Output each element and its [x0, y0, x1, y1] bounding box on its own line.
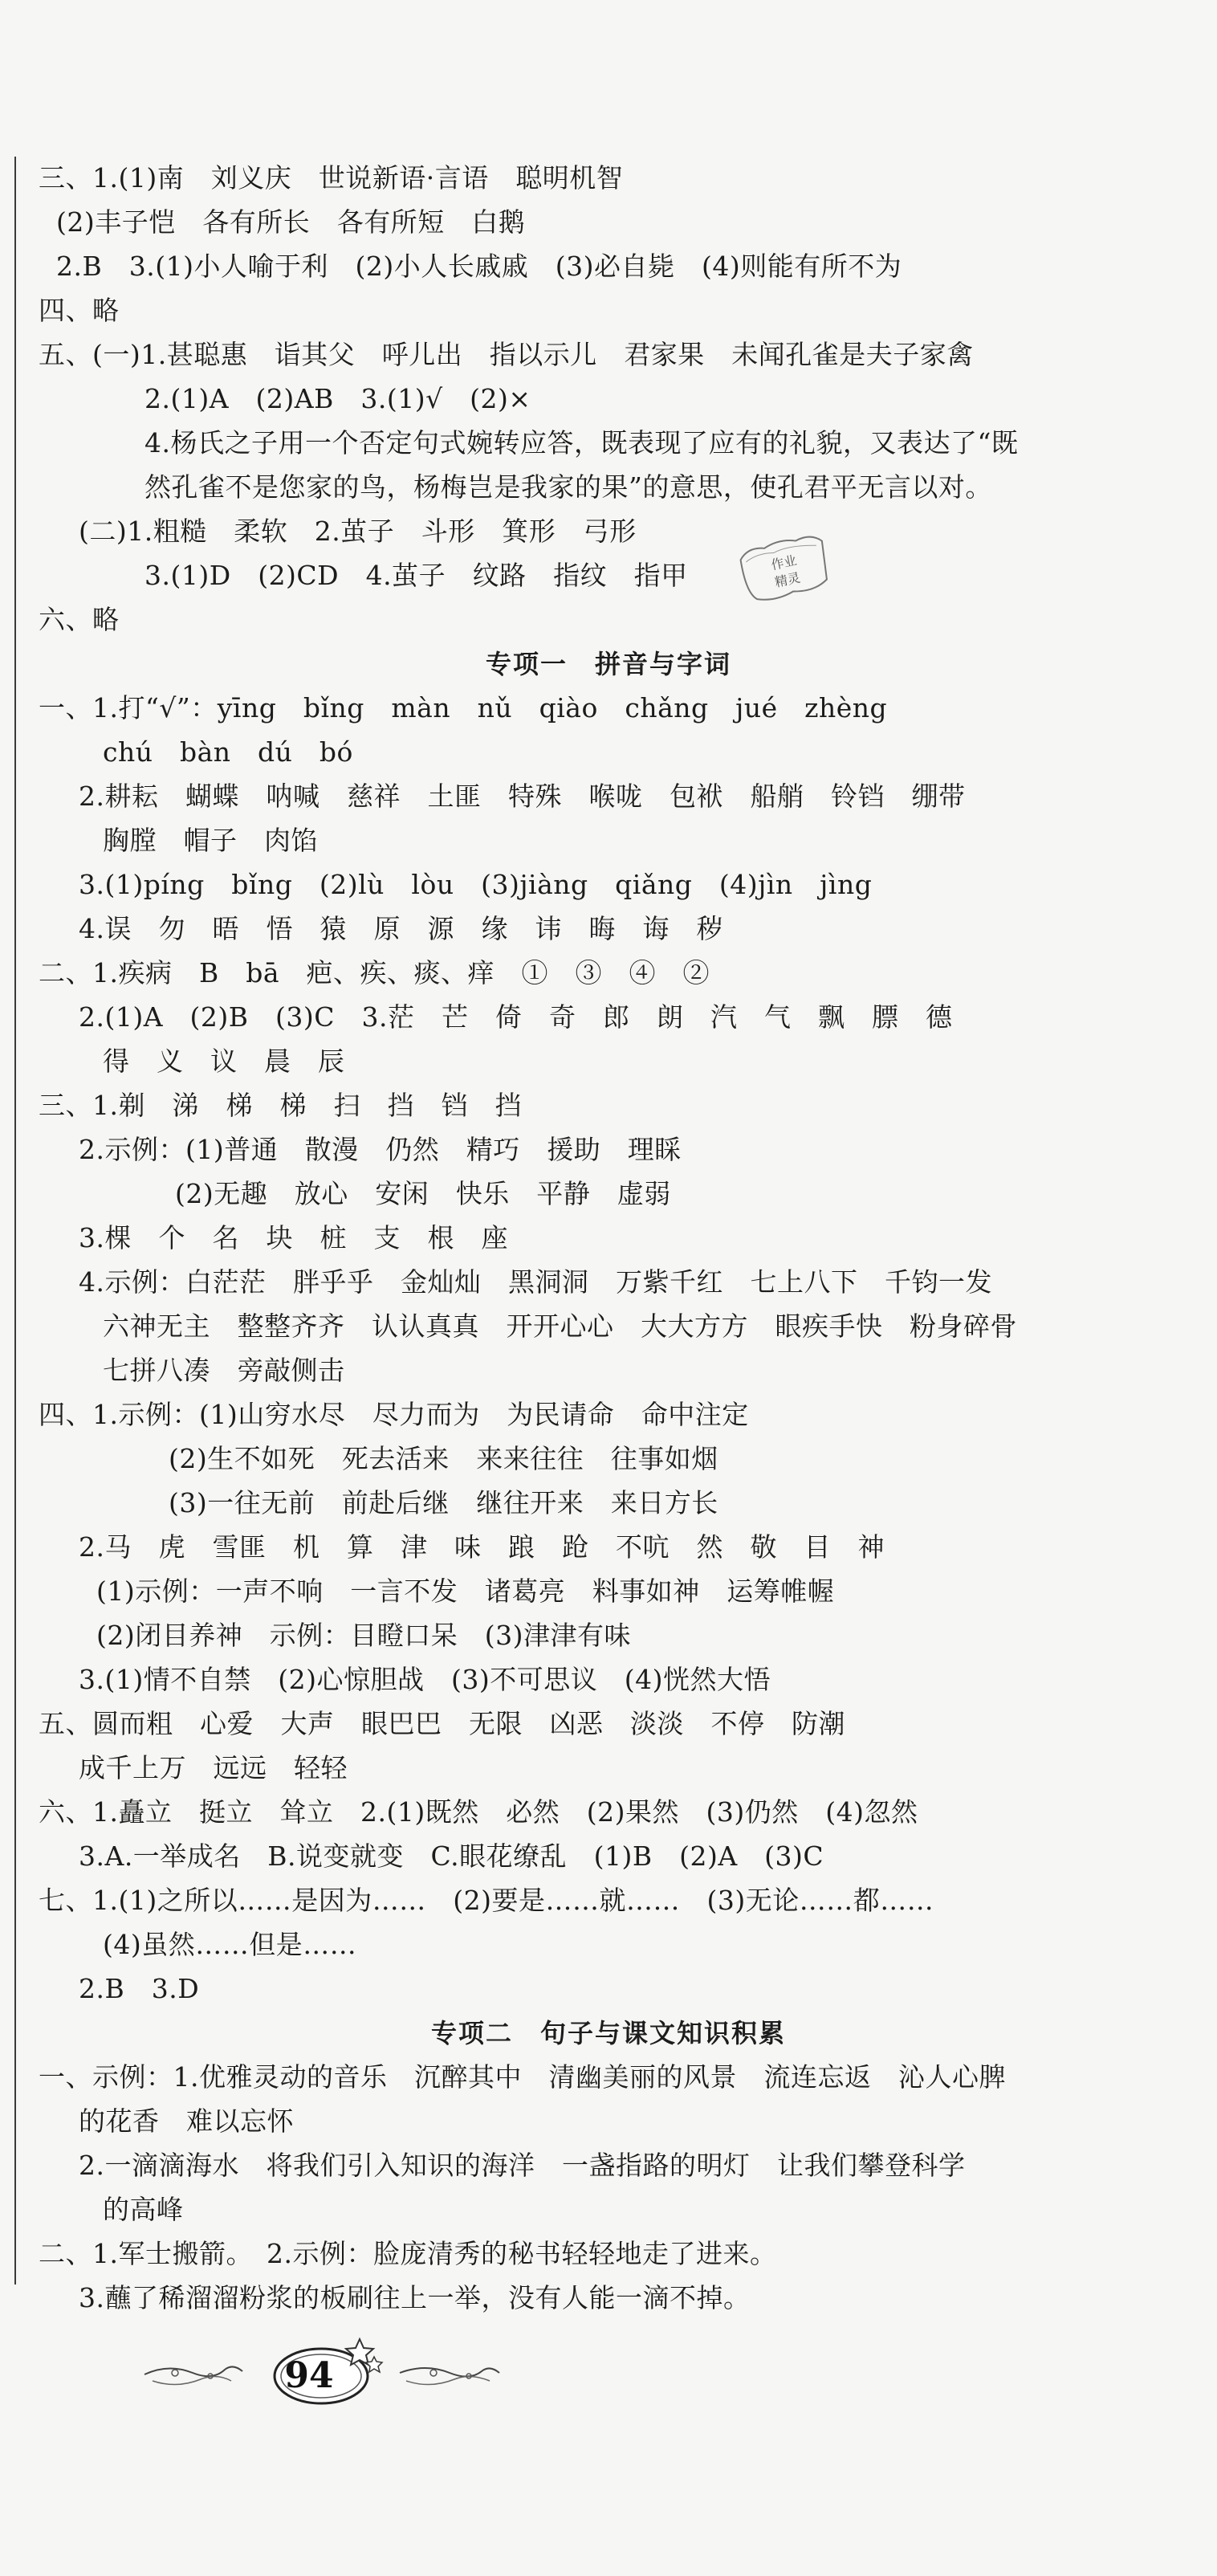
answer-line: 的花香 难以忘怀 — [79, 2105, 294, 2137]
answer-line: 3.(1)píng bǐng (2)lù lòu (3)jiàng qiǎng (4)jìn jìng — [79, 869, 873, 900]
answer-line: 2.(1)A (2)B (3)C 3.茫 芒 倚 奇 郎 朗 汽 气 飘 膘 德 — [79, 1001, 953, 1033]
answer-line: 胸膛 帽子 肉馅 — [103, 825, 318, 856]
answer-line: 3.蘸了稀溜溜粉浆的板刷往上一举，没有人能一滴不掉。 — [79, 2282, 751, 2313]
answer-line: chú bàn dú bó — [103, 736, 353, 768]
answer-line: 五、(一)1.甚聪惠 诣其父 呼儿出 指以示儿 君家果 未闻孔雀是夫子家禽 — [39, 339, 974, 370]
answer-line: 四、1.示例：(1)山穷水尽 尽力而为 为民请命 命中注定 — [39, 1399, 749, 1430]
answer-line: 四、略 — [39, 295, 120, 326]
page-number: 94 — [284, 2355, 334, 2396]
answer-line: 三、1.(1)南 刘义庆 世说新语·言语 聪明机智 — [39, 162, 624, 194]
svg-text:作业: 作业 — [769, 552, 799, 573]
answer-line: (二)1.粗糙 柔软 2.茧子 斗形 箕形 弓形 — [79, 516, 637, 547]
answer-line: 七、1.(1)之所以……是因为…… (2)要是……就…… (3)无论……都…… — [39, 1885, 934, 1916]
answer-line: 三、1.剃 涕 梯 梯 扫 挡 铛 挡 — [39, 1090, 522, 1121]
answer-line: 2.马 虎 雪匪 机 算 津 味 踉 跄 不吭 然 敬 目 神 — [79, 1531, 885, 1563]
answer-line: 2.一滴滴海水 将我们引入知识的海洋 一盏指路的明灯 让我们攀登科学 — [79, 2150, 966, 2181]
answer-line: (2)生不如死 死去活来 来来往往 往事如烟 — [169, 1443, 718, 1474]
answer-line: 得 义 议 晨 辰 — [103, 1045, 345, 1077]
answer-line: (1)示例：一声不响 一言不发 诸葛亮 料事如神 运筹帷幄 — [96, 1575, 835, 1607]
answer-line: (3)一往无前 前赴后继 继往开来 来日方长 — [169, 1487, 718, 1518]
answer-line: (4)虽然……但是…… — [103, 1929, 357, 1960]
answer-line: 3.(1)情不自禁 (2)心惊胆战 (3)不可思议 (4)恍然大悟 — [79, 1664, 771, 1695]
answer-line: 4.误 勿 晤 悟 猿 原 源 缘 讳 晦 诲 秽 — [79, 913, 723, 944]
answer-line: (2)闭目养神 示例：目瞪口呆 (3)津津有味 — [96, 1620, 631, 1651]
answer-line: 2.示例：(1)普通 散漫 仍然 精巧 援助 理睬 — [79, 1134, 682, 1165]
answer-line: (2)无趣 放心 安闲 快乐 平静 虚弱 — [175, 1178, 671, 1209]
section-title: 专项二 句子与课文知识积累 — [430, 2018, 786, 2048]
answer-line: 五、圆而粗 心爱 大声 眼巴巴 无限 凶恶 淡淡 不停 防潮 — [39, 1708, 845, 1739]
answer-line: 二、1.疾病 B bā 疤、疾、痰、痒 ① ③ ④ ② — [39, 957, 710, 988]
answer-line: 然孔雀不是您家的鸟，杨梅岂是我家的果”的意思，使孔君平无言以对。 — [144, 471, 992, 503]
answer-line: 二、1.军士搬箭。 2.示例：脸庞清秀的秘书轻轻地走了进来。 — [39, 2238, 777, 2269]
answer-line: 六、1.矗立 挺立 耸立 2.(1)既然 必然 (2)果然 (3)仍然 (4)忽然 — [39, 1796, 918, 1828]
answer-line: 六神无主 整整齐齐 认认真真 开开心心 大大方方 眼疾手快 粉身碎骨 — [103, 1310, 1017, 1342]
answer-line: 4.示例：白茫茫 胖乎乎 金灿灿 黑洞洞 万紫千红 七上八下 千钧一发 — [79, 1266, 992, 1298]
stamp-icon — [731, 527, 839, 609]
answer-line: 2.B 3.D — [79, 1973, 200, 2004]
answer-line: 2.耕耘 蝴蝶 呐喊 慈祥 土匪 特殊 喉咙 包袱 船艄 铃铛 绷带 — [79, 781, 966, 812]
answer-line: 六、略 — [39, 604, 120, 635]
answer-line: 3.A.一举成名 B.说变就变 C.眼花缭乱 (1)B (2)A (3)C — [79, 1840, 824, 1872]
answer-line: 一、示例：1.优雅灵动的音乐 沉醉其中 清幽美丽的风景 流连忘返 沁人心脾 — [39, 2061, 1006, 2093]
answer-line: 2.B 3.(1)小人喻于利 (2)小人长戚戚 (3)必自毙 (4)则能有所不为 — [56, 251, 902, 282]
answer-line: 4.杨氏之子用一个否定句式婉转应答，既表现了应有的礼貌，又表达了“既 — [144, 427, 1019, 459]
answer-line: 2.(1)A (2)AB 3.(1)√ (2)× — [144, 383, 531, 414]
svg-text:精灵: 精灵 — [773, 569, 802, 590]
section-title: 专项一 拼音与字词 — [485, 649, 731, 679]
answer-line: 成千上万 远远 轻轻 — [79, 1752, 348, 1783]
answer-line: 一、1.打“√”：yīng bǐng màn nǔ qiào chǎng jué zhèng — [39, 692, 888, 723]
answer-line: 七拼八凑 旁敲侧击 — [103, 1355, 345, 1386]
left-margin-rule — [14, 157, 16, 2285]
answer-line: 的高峰 — [103, 2194, 184, 2225]
answer-line: 3.棵 个 名 块 桩 支 根 座 — [79, 1222, 508, 1253]
answer-line: 3.(1)D (2)CD 4.茧子 纹路 指纹 指甲 — [144, 560, 688, 591]
answer-line: (2)丰子恺 各有所长 各有所短 白鹅 — [56, 206, 526, 238]
